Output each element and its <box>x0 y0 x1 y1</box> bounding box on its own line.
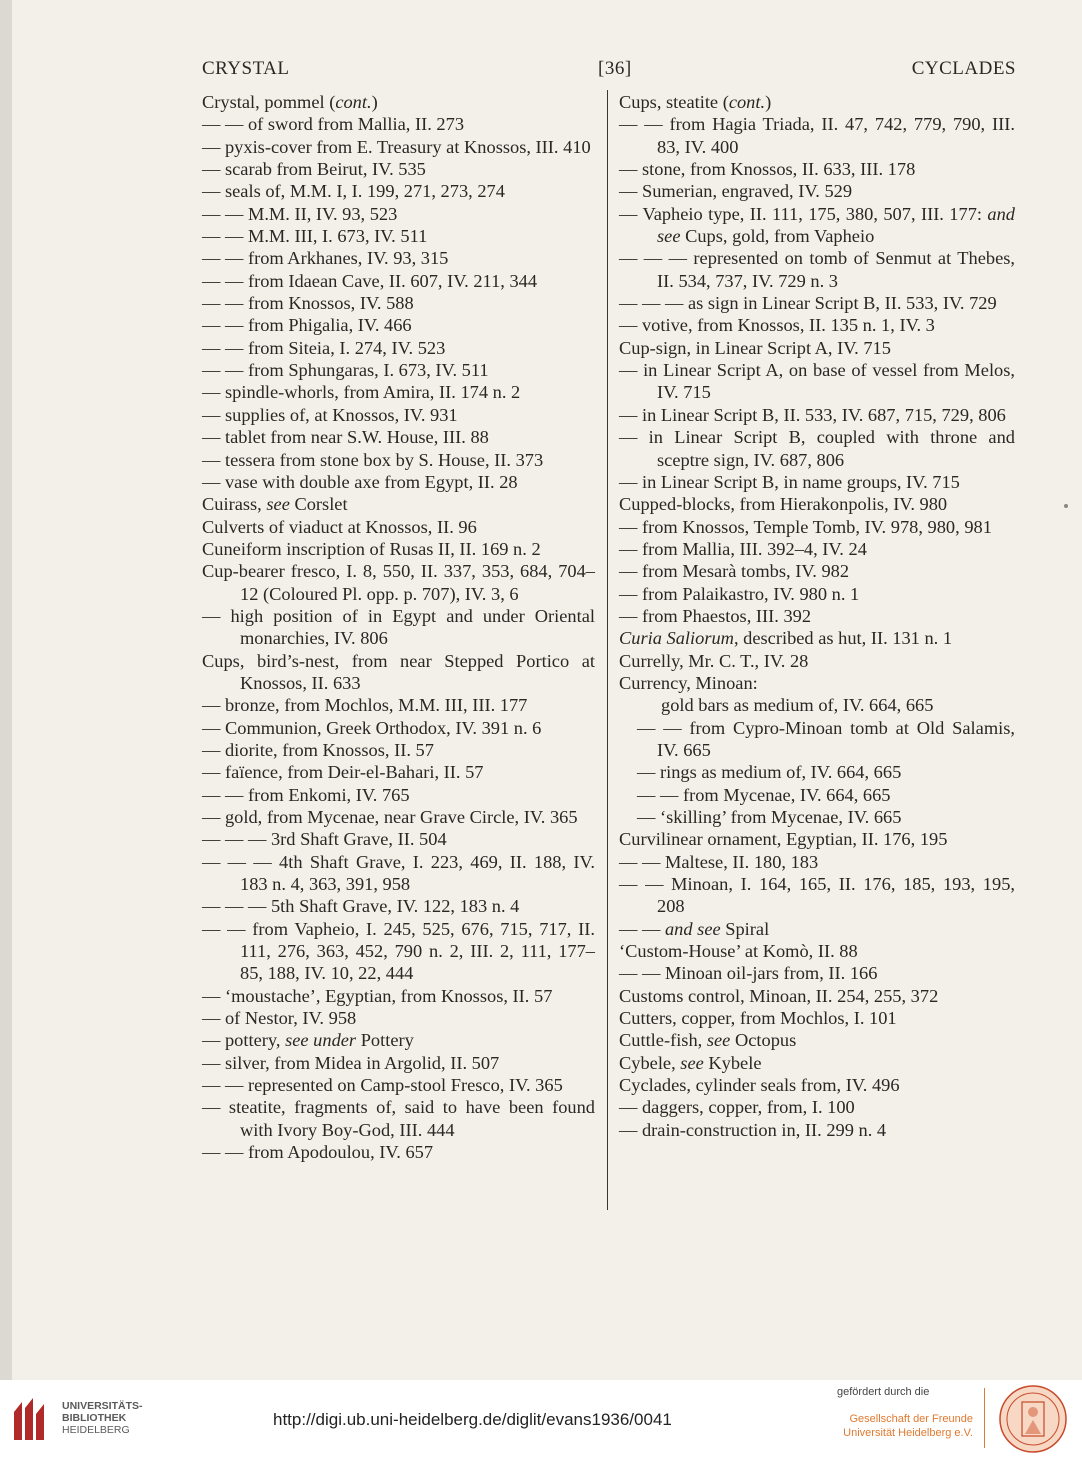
index-entry: — ‘moustache’, Egyptian, from Knossos, II. 57 <box>202 985 553 1006</box>
left-column <box>202 91 595 1164</box>
index-entry: — — from Siteia, I. 274, IV. 523 <box>202 337 446 358</box>
index-entry: Culverts of viaduct at Knossos, II. 96 <box>202 516 477 537</box>
index-entry: Cups, steatite (cont.) <box>619 92 772 112</box>
library-name-line: HEIDELBERG <box>62 1424 130 1436</box>
index-entry: — — — represented on tomb of Senmut at Thebes, II. 534, 737, IV. 729 n. 3 <box>619 248 1015 291</box>
index-entry: — — and see Spiral <box>619 918 770 939</box>
index-entry: — — from Apodoulou, IV. 657 <box>202 1142 434 1163</box>
index-entry: — — — 3rd Shaft Grave, II. 504 <box>202 829 447 850</box>
column-divider <box>607 90 608 1210</box>
index-entry: — — represented on Camp-stool Fresco, IV. 365 <box>202 1075 563 1096</box>
index-entry: Cup-bearer fresco, I. 8, 550, II. 337, 353, 684, 704–12 (Coloured Pl. opp. p. 707), IV. 3, 6 <box>202 561 595 604</box>
sponsor-name-line: Gesellschaft der Freunde <box>849 1413 973 1425</box>
index-entry: Crystal, pommel (cont.) <box>202 92 378 112</box>
index-entry: — spindle-whorls, from Amira, II. 174 n. 2 <box>202 382 521 403</box>
index-entry: — — — 5th Shaft Grave, IV. 122, 183 n. 4 <box>202 896 520 917</box>
index-entry: — — from Sphungaras, I. 673, IV. 511 <box>202 360 489 381</box>
header-right: CYCLADES <box>911 58 1016 79</box>
header-left: CRYSTAL <box>202 58 290 79</box>
index-entry: — — of sword from Mallia, II. 273 <box>202 114 465 135</box>
index-entry: — — from Phigalia, IV. 466 <box>202 315 412 336</box>
index-entry: — in Linear Script B, in name groups, IV. 715 <box>619 471 960 492</box>
index-entry: — — from Vapheio, I. 245, 525, 676, 715, 717, II. 111, 276, 363, 452, 790 n. 2, III. 2, 111, 177–85, 188, IV. 10, 22, 444 <box>202 918 595 984</box>
permalink-url[interactable]: http://digi.ub.uni-heidelberg.de/diglit/evans1936/0041 <box>273 1410 672 1429</box>
index-entry: Cupped-blocks, from Hierakonpolis, IV. 980 <box>619 494 948 515</box>
index-entry: — rings as medium of, IV. 664, 665 <box>637 762 902 783</box>
index-entry: — steatite, fragments of, said to have been found with Ivory Boy-God, III. 444 <box>202 1097 595 1140</box>
index-entry: — from Mallia, III. 392–4, IV. 24 <box>619 538 867 559</box>
index-entry: — seals of, M.M. I, I. 199, 271, 273, 274 <box>202 181 505 202</box>
index-entry: — pottery, see under Pottery <box>202 1030 414 1051</box>
index-entry: Cup-sign, in Linear Script A, IV. 715 <box>619 337 891 358</box>
index-entry: — Vapheio type, II. 111, 175, 380, 507, III. 177: and see Cups, gold, from Vapheio <box>619 203 1015 247</box>
index-entry: — — — as sign in Linear Script B, II. 533, IV. 729 <box>619 293 997 314</box>
index-entry: Cups, bird’s-nest, from near Stepped Portico at Knossos, II. 633 <box>202 650 595 693</box>
right-column <box>619 91 1015 1141</box>
index-entry: — ‘skilling’ from Mycenae, IV. 665 <box>637 807 902 827</box>
index-entry: — — Maltese, II. 180, 183 <box>619 851 819 872</box>
index-entry: — — M.M. III, I. 673, IV. 511 <box>202 226 428 247</box>
index-entry: ‘Custom-House’ at Komò, II. 88 <box>619 941 858 962</box>
index-entry: — bronze, from Mochlos, M.M. III, III. 177 <box>202 695 528 716</box>
index-entry: — tablet from near S.W. House, III. 88 <box>202 427 489 448</box>
university-seal-icon <box>998 1384 1068 1454</box>
index-entry: — of Nestor, IV. 958 <box>202 1008 357 1029</box>
index-entry: Cuneiform inscription of Rusas II, II. 169 n. 2 <box>202 538 541 559</box>
index-entry: — in Linear Script B, coupled with throne and sceptre sign, IV. 687, 806 <box>619 427 1015 470</box>
index-entry: — silver, from Midea in Argolid, II. 507 <box>202 1052 500 1073</box>
library-name-line: BIBLIOTHEK <box>62 1412 127 1424</box>
index-entry: — — from Cypro-Minoan tomb at Old Salamis, IV. 665 <box>637 717 1015 760</box>
page-number: [36] <box>598 58 632 79</box>
sponsor-label: gefördert durch die <box>837 1386 930 1398</box>
index-entry: — stone, from Knossos, II. 633, III. 178 <box>619 159 916 180</box>
index-entry: — tessera from stone box by S. House, II. 373 <box>202 449 544 470</box>
index-entry: — supplies of, at Knossos, IV. 931 <box>202 404 458 425</box>
index-entry: Currency, Minoan: <box>619 672 758 693</box>
paper-blemish <box>1064 504 1068 508</box>
index-entry: Curvilinear ornament, Egyptian, II. 176, 195 <box>619 829 948 850</box>
index-entry: — from Phaestos, III. 392 <box>619 605 812 626</box>
index-entry: Currelly, Mr. C. T., IV. 28 <box>619 650 809 671</box>
sponsor-divider <box>984 1388 985 1448</box>
index-entry: — high position of in Egypt and under Oriental monarchies, IV. 806 <box>202 605 595 649</box>
index-entry: Cutters, copper, from Mochlos, I. 101 <box>619 1008 897 1029</box>
index-entry: — drain-construction in, II. 299 n. 4 <box>619 1119 887 1140</box>
index-entry: — Communion, Greek Orthodox, IV. 391 n. 6 <box>202 717 542 738</box>
index-entry: — faïence, from Deir-el-Bahari, II. 57 <box>202 762 484 783</box>
index-entry: — — from Mycenae, IV. 664, 665 <box>637 784 891 805</box>
index-entry: Cyclades, cylinder seals from, IV. 496 <box>619 1075 900 1096</box>
running-header <box>202 58 1016 84</box>
index-entry: — diorite, from Knossos, II. 57 <box>202 739 434 760</box>
index-entry: — vase with double axe from Egypt, II. 28 <box>202 471 518 492</box>
index-entry: — scarab from Beirut, IV. 535 <box>202 159 426 180</box>
library-logo-icon <box>10 1394 52 1444</box>
index-entry: Customs control, Minoan, II. 254, 255, 372 <box>619 985 939 1006</box>
sponsor-name-line: Universität Heidelberg e.V. <box>843 1427 973 1439</box>
footer-bar <box>0 1380 1082 1457</box>
library-name-line: UNIVERSITÄTS- <box>62 1400 143 1412</box>
index-entry: — gold, from Mycenae, near Grave Circle, IV. 365 <box>202 807 578 827</box>
index-entry: — — Minoan oil-jars from, II. 166 <box>619 963 878 984</box>
index-entry: gold bars as medium of, IV. 664, 665 <box>661 695 934 716</box>
index-entry: — from Palaikastro, IV. 980 n. 1 <box>619 583 860 604</box>
index-entry: — pyxis-cover from E. Treasury at Knossos, III. 410 <box>202 136 591 157</box>
library-name <box>62 1400 143 1436</box>
index-entry: — — — 4th Shaft Grave, I. 223, 469, II. 188, IV. 183 n. 4, 363, 391, 958 <box>202 851 595 895</box>
index-entry: — — from Hagia Triada, II. 47, 742, 779, 790, III. 83, IV. 400 <box>619 114 1015 157</box>
index-entry: — in Linear Script B, II. 533, IV. 687, 715, 729, 806 <box>619 404 1006 425</box>
index-entry: — — from Enkomi, IV. 765 <box>202 784 410 805</box>
index-entry: — votive, from Knossos, II. 135 n. 1, IV. 3 <box>619 315 935 336</box>
index-entry: — in Linear Script A, on base of vessel from Melos, IV. 715 <box>619 360 1015 403</box>
index-entry: — — from Arkhanes, IV. 93, 315 <box>202 248 449 269</box>
index-entry: — daggers, copper, from, I. 100 <box>619 1097 855 1118</box>
index-entry: — Sumerian, engraved, IV. 529 <box>619 181 853 202</box>
index-entry: — — M.M. II, IV. 93, 523 <box>202 203 398 224</box>
index-entry: Cybele, see Kybele <box>619 1052 762 1073</box>
index-entry: — from Mesarà tombs, IV. 982 <box>619 561 850 582</box>
index-entry: — from Knossos, Temple Tomb, IV. 978, 980, 981 <box>619 516 992 537</box>
index-entry: Cuirass, see Corslet <box>202 494 348 515</box>
index-entry: — — from Idaean Cave, II. 607, IV. 211, 344 <box>202 270 538 291</box>
index-entry: Curia Saliorum, described as hut, II. 131 n. 1 <box>619 628 953 649</box>
index-entry: — — Minoan, I. 164, 165, II. 176, 185, 193, 195, 208 <box>619 874 1015 917</box>
sponsor-name <box>837 1412 973 1440</box>
index-entry: — — from Knossos, IV. 588 <box>202 293 414 314</box>
index-entry: Cuttle-fish, see Octopus <box>619 1030 797 1051</box>
